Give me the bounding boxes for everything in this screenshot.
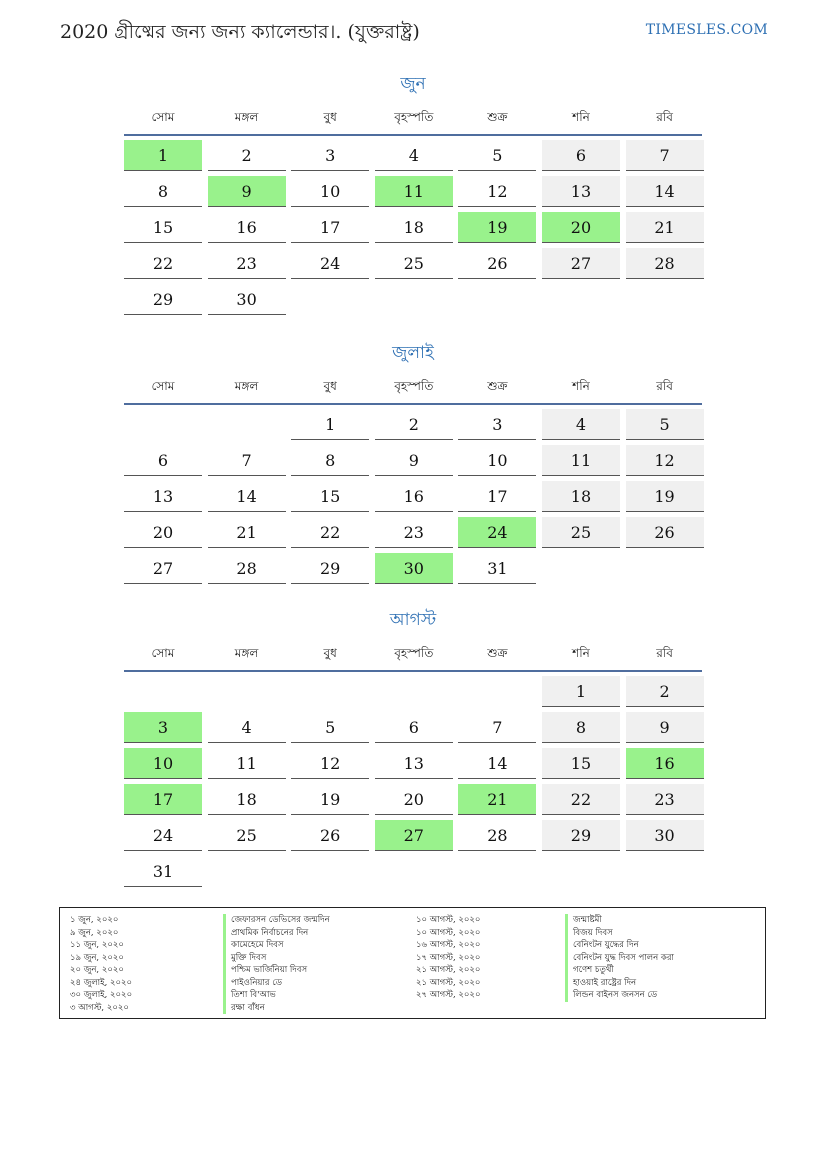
legend-holiday-name: লিন্ডন বাইনস জনসন ডে	[565, 989, 674, 1002]
legend-holiday-name: জেফারসন ডেভিসের জন্মদিন	[223, 914, 330, 927]
holiday-day-cell: 21	[458, 784, 536, 815]
legend-date: ৩০ জুলাই, ২০২০	[70, 990, 133, 1000]
day-cell: 26	[291, 820, 369, 851]
day-cell: 31	[458, 553, 536, 584]
day-cell: 20	[375, 784, 453, 815]
legend-right-names	[565, 914, 674, 1002]
day-cell: 12	[291, 748, 369, 779]
day-cell: 23	[375, 517, 453, 548]
day-cell: 6	[124, 445, 202, 476]
day-cell: 12	[626, 445, 704, 476]
legend-date: ১৬ আগস্ট, ২০২০	[416, 940, 481, 950]
legend-date: ২৭ আগস্ট, ২০২০	[416, 990, 481, 1000]
day-cell: 26	[458, 248, 536, 279]
weekday-label: সোম	[151, 646, 175, 660]
day-grid	[124, 676, 702, 887]
holiday-legend	[59, 907, 766, 1019]
day-cell: 5	[458, 140, 536, 171]
legend-date: ১৯ জুন, ২০২০	[70, 952, 124, 963]
day-cell: 21	[208, 517, 286, 548]
empty-cell	[124, 676, 202, 707]
holiday-day-cell: 10	[124, 748, 202, 779]
day-cell: 3	[458, 409, 536, 440]
legend-holiday-name: হাওয়াই রাষ্ট্রের দিন	[565, 977, 674, 990]
day-cell: 21	[626, 212, 704, 243]
day-cell: 12	[458, 176, 536, 207]
weekday-header	[124, 375, 702, 405]
day-cell: 25	[542, 517, 620, 548]
day-cell: 15	[542, 748, 620, 779]
legend-date: ১৭ আগস্ট, ২০২০	[416, 952, 481, 963]
weekday-label: শুক্র	[487, 379, 508, 393]
day-cell: 18	[208, 784, 286, 815]
day-cell: 14	[458, 748, 536, 779]
day-grid	[124, 140, 702, 315]
day-cell: 11	[208, 748, 286, 779]
day-cell: 28	[626, 248, 704, 279]
day-cell: 7	[458, 712, 536, 743]
weekday-label: বুধ	[323, 110, 337, 124]
day-cell: 3	[291, 140, 369, 171]
day-cell: 15	[291, 481, 369, 512]
weekday-label: বৃহস্পতি	[394, 379, 434, 393]
legend-left-names	[223, 914, 330, 1014]
empty-cell	[208, 409, 286, 440]
weekday-label: বুধ	[323, 646, 337, 660]
weekday-label: মঙ্গল	[234, 646, 259, 660]
day-cell: 2	[375, 409, 453, 440]
legend-holiday-name: মুক্তি দিবস	[223, 952, 330, 965]
holiday-day-cell: 30	[375, 553, 453, 584]
legend-date: ২১ আগস্ট, ২০২০	[416, 965, 481, 975]
legend-date: ২৪ জুলাই, ২০২০	[70, 977, 133, 988]
day-cell: 1	[291, 409, 369, 440]
weekday-label: শনি	[572, 646, 590, 660]
legend-holiday-name: গণেশ চতুর্থী	[565, 964, 674, 977]
legend-date: ৩ আগস্ট, ২০২০	[70, 1002, 129, 1013]
day-cell: 27	[124, 553, 202, 584]
month-block	[124, 341, 702, 584]
legend-holiday-name: প্রাথমিক নির্বাচনের দিন	[223, 927, 330, 940]
day-cell: 10	[291, 176, 369, 207]
month-block	[124, 608, 702, 887]
holiday-day-cell: 19	[458, 212, 536, 243]
weekday-label: সোম	[151, 379, 175, 393]
day-cell: 4	[208, 712, 286, 743]
day-cell: 14	[208, 481, 286, 512]
day-cell: 2	[626, 676, 704, 707]
holiday-day-cell: 16	[626, 748, 704, 779]
day-cell: 4	[542, 409, 620, 440]
day-cell: 7	[208, 445, 286, 476]
day-cell: 28	[458, 820, 536, 851]
weekday-header	[124, 106, 702, 136]
weekday-label: রবি	[656, 110, 673, 124]
legend-left-dates	[70, 914, 132, 1014]
day-cell: 10	[458, 445, 536, 476]
day-cell: 15	[124, 212, 202, 243]
site-name[interactable]: TIMESLES.COM	[645, 22, 768, 38]
day-cell: 24	[291, 248, 369, 279]
empty-cell	[375, 676, 453, 707]
weekday-label: বৃহস্পতি	[394, 110, 434, 124]
day-cell: 23	[208, 248, 286, 279]
legend-holiday-name: কামেহেমে দিবস	[223, 939, 330, 952]
day-cell: 22	[542, 784, 620, 815]
day-cell: 16	[208, 212, 286, 243]
day-cell: 5	[291, 712, 369, 743]
weekday-label: শনি	[572, 379, 590, 393]
day-cell: 5	[626, 409, 704, 440]
legend-date: ১১ জুন, ২০২০	[70, 940, 124, 950]
weekday-label: শনি	[572, 110, 590, 124]
weekday-label: মঙ্গল	[234, 110, 259, 124]
weekday-label: শুক্র	[487, 646, 508, 660]
day-cell: 7	[626, 140, 704, 171]
legend-date: ১ জুন, ২০২০	[70, 915, 119, 925]
empty-cell	[458, 676, 536, 707]
day-cell: 29	[124, 284, 202, 315]
day-cell: 25	[375, 248, 453, 279]
holiday-day-cell: 3	[124, 712, 202, 743]
day-cell: 19	[626, 481, 704, 512]
holiday-day-cell: 1	[124, 140, 202, 171]
day-cell: 1	[542, 676, 620, 707]
day-cell: 13	[542, 176, 620, 207]
day-cell: 29	[291, 553, 369, 584]
day-cell: 8	[291, 445, 369, 476]
day-cell: 14	[626, 176, 704, 207]
day-cell: 6	[542, 140, 620, 171]
legend-holiday-name: তিশা বি'আভ	[223, 989, 330, 1002]
day-cell: 11	[542, 445, 620, 476]
day-cell: 17	[291, 212, 369, 243]
legend-holiday-name: পাইওনিয়ার ডে	[223, 977, 330, 990]
page-title: 2020 গ্রীষ্মের জন্য জন্য ক্যালেন্ডার।. (যুক্তরাষ্ট্র)	[60, 21, 420, 43]
legend-right-dates	[416, 914, 480, 1002]
legend-holiday-name: বিজয় দিবস	[565, 927, 674, 940]
legend-date: ১০ আগস্ট, ২০২০	[416, 927, 481, 938]
holiday-day-cell: 17	[124, 784, 202, 815]
day-cell: 19	[291, 784, 369, 815]
legend-holiday-name: রক্ষা বাঁধন	[223, 1002, 330, 1015]
legend-holiday-name: বেনিংটন যুদ্ধের দিন	[565, 939, 674, 952]
empty-cell	[124, 409, 202, 440]
day-cell: 25	[208, 820, 286, 851]
holiday-day-cell: 20	[542, 212, 620, 243]
day-cell: 23	[626, 784, 704, 815]
day-cell: 6	[375, 712, 453, 743]
month-title: জুলাই	[392, 343, 434, 363]
day-cell: 18	[375, 212, 453, 243]
day-cell: 22	[291, 517, 369, 548]
legend-date: ৯ জুন, ২০২০	[70, 927, 119, 938]
day-cell: 29	[542, 820, 620, 851]
day-cell: 13	[124, 481, 202, 512]
empty-cell	[291, 676, 369, 707]
month-title: আগস্ট	[389, 610, 437, 630]
empty-cell	[208, 676, 286, 707]
legend-holiday-name: পশ্চিম ভার্জিনিয়া দিবস	[223, 964, 330, 977]
month-title: জুন	[400, 74, 426, 94]
day-cell: 28	[208, 553, 286, 584]
legend-holiday-name: জন্মাষ্টমী	[565, 914, 674, 927]
day-cell: 18	[542, 481, 620, 512]
holiday-day-cell: 27	[375, 820, 453, 851]
day-cell: 17	[458, 481, 536, 512]
weekday-label: রবি	[656, 379, 673, 393]
day-cell: 30	[626, 820, 704, 851]
day-cell: 26	[626, 517, 704, 548]
weekday-label: শুক্র	[487, 110, 508, 124]
month-block	[124, 72, 702, 315]
weekday-label: বৃহস্পতি	[394, 646, 434, 660]
holiday-day-cell: 11	[375, 176, 453, 207]
day-cell: 9	[626, 712, 704, 743]
weekday-header	[124, 642, 702, 672]
day-grid	[124, 409, 702, 584]
weekday-label: রবি	[656, 646, 673, 660]
day-cell: 8	[124, 176, 202, 207]
weekday-label: বুধ	[323, 379, 337, 393]
day-cell: 20	[124, 517, 202, 548]
weekday-label: সোম	[151, 110, 175, 124]
day-cell: 24	[124, 820, 202, 851]
day-cell: 30	[208, 284, 286, 315]
weekday-label: মঙ্গল	[234, 379, 259, 393]
day-cell: 8	[542, 712, 620, 743]
day-cell: 2	[208, 140, 286, 171]
legend-date: ১০ আগস্ট, ২০২০	[416, 915, 481, 925]
day-cell: 9	[375, 445, 453, 476]
holiday-day-cell: 9	[208, 176, 286, 207]
legend-date: ২১ আগস্ট, ২০২০	[416, 977, 481, 988]
day-cell: 31	[124, 856, 202, 887]
day-cell: 16	[375, 481, 453, 512]
legend-date: ২০ জুন, ২০২০	[70, 965, 124, 975]
day-cell: 22	[124, 248, 202, 279]
day-cell: 13	[375, 748, 453, 779]
day-cell: 4	[375, 140, 453, 171]
day-cell: 27	[542, 248, 620, 279]
holiday-day-cell: 24	[458, 517, 536, 548]
legend-holiday-name: বেনিংটন যুদ্ধ দিবস পালন করা	[565, 952, 674, 965]
